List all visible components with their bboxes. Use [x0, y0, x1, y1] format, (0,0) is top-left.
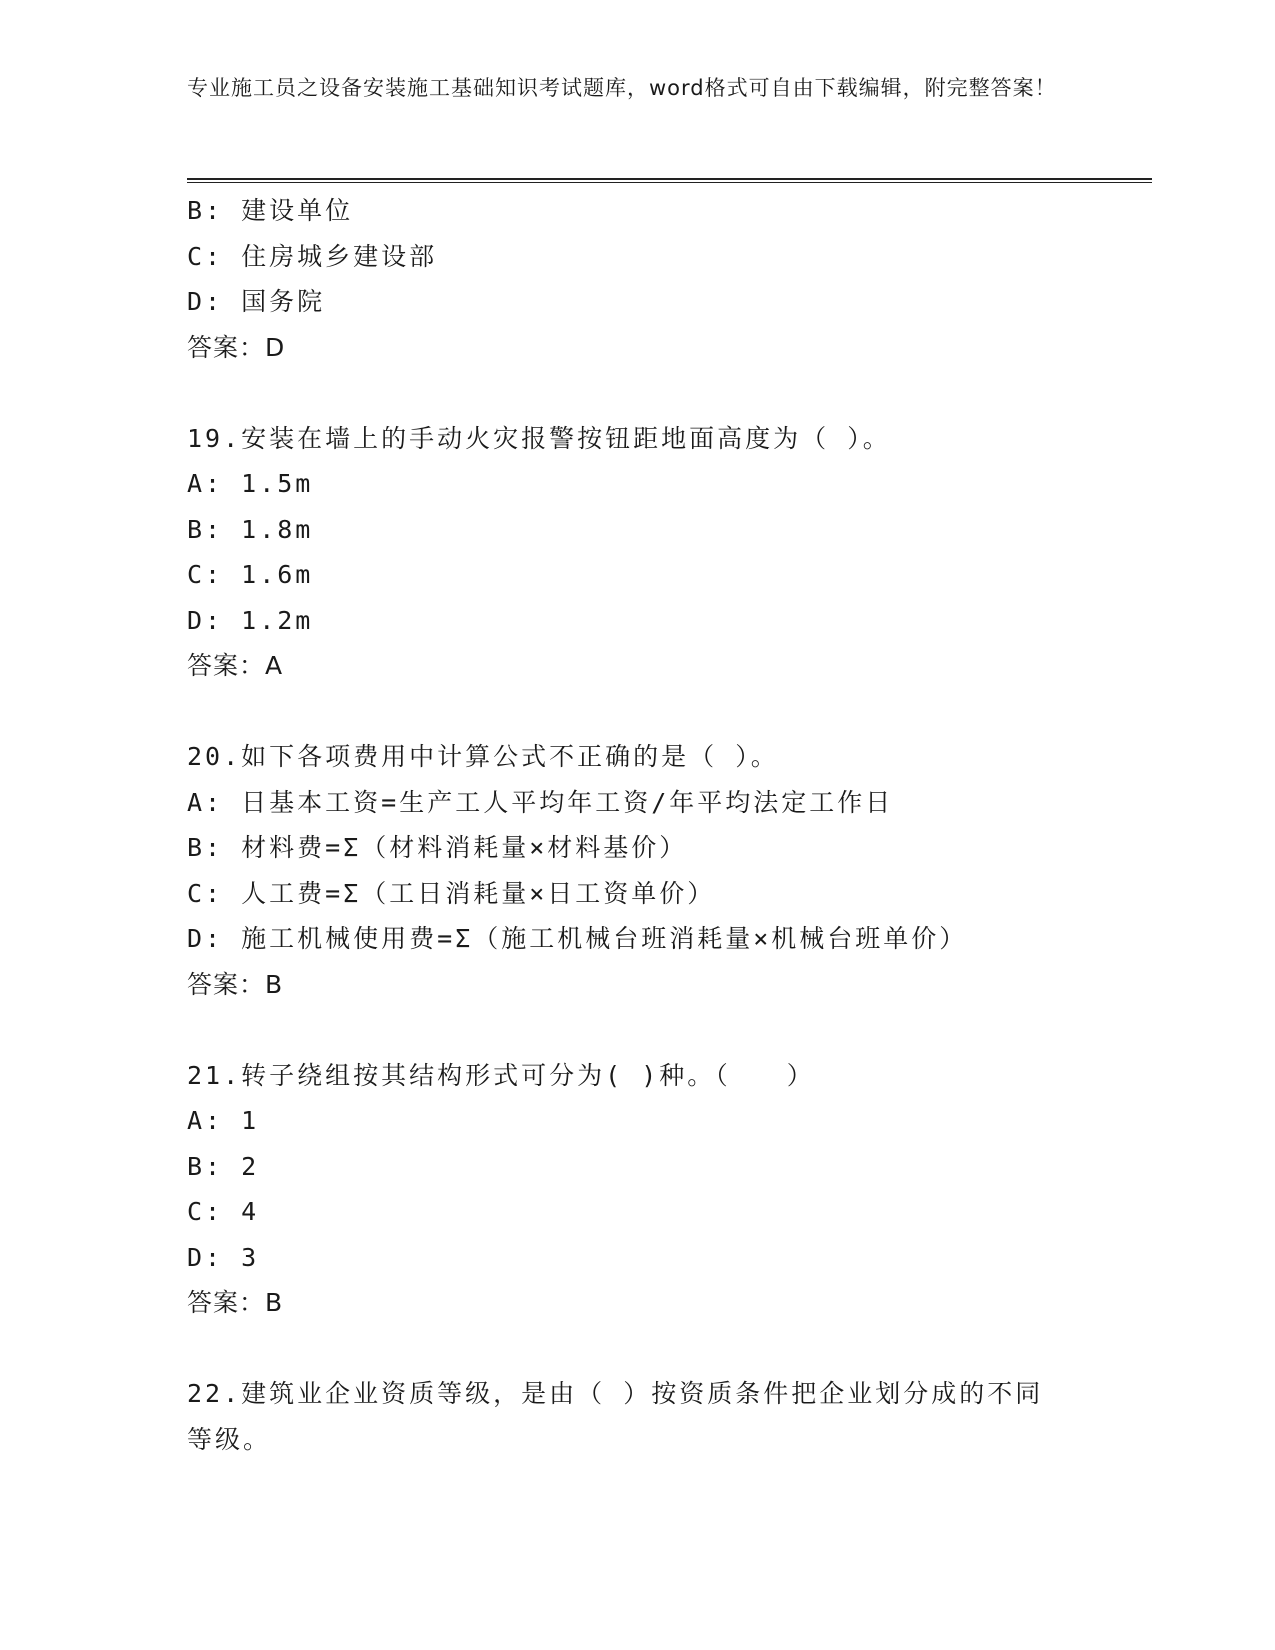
answer-line: 答案：B — [187, 969, 284, 999]
option-b: B: 材料费=Σ（材料消耗量×材料基价） — [187, 833, 688, 862]
question-stem: 21.转子绕组按其结构形式可分为( )种。（ ） — [187, 1060, 815, 1090]
option-b: B: 建设单位 — [187, 196, 354, 225]
spacer — [187, 370, 1087, 416]
option-c: C: 4 — [187, 1197, 260, 1226]
document-header: 专业施工员之设备安装施工基础知识考试题库，word格式可自由下载编辑，附完整答案！ — [187, 76, 1057, 100]
option-d: D: 国务院 — [187, 287, 326, 316]
option-b: B: 2 — [187, 1151, 260, 1181]
question-stem: 20.如下各项费用中计算公式不正确的是（ ）。 — [187, 742, 779, 771]
option-d: D: 施工机械使用费=Σ（施工机械台班消耗量×机械台班单价） — [187, 924, 968, 953]
header-rule-thin — [187, 182, 1152, 183]
option-a: A: 1 — [187, 1106, 260, 1135]
option-a: A: 日基本工资=生产工人平均年工资/年平均法定工作日 — [187, 787, 894, 817]
option-d: D: 1.2m — [187, 605, 314, 635]
answer-line: 答案：D — [187, 332, 286, 362]
spacer — [187, 1007, 1087, 1053]
spacer — [187, 1326, 1087, 1372]
spacer — [187, 689, 1087, 735]
option-a: A: 1.5m — [187, 469, 314, 498]
question-stem: 22.建筑业企业资质等级，是由（ ）按资质条件把企业划分成的不同等级。 — [187, 1379, 1044, 1454]
option-c: C: 人工费=Σ（工日消耗量×日工资单价） — [187, 878, 716, 908]
answer-line: 答案：A — [187, 651, 284, 680]
header-rule-thick — [187, 178, 1152, 180]
answer-line: 答案：B — [187, 1288, 284, 1317]
question-stem: 19.安装在墙上的手动火灾报警按钮距地面高度为（ ）。 — [187, 423, 891, 453]
option-c: C: 住房城乡建设部 — [187, 241, 438, 271]
option-b: B: 1.8m — [187, 514, 314, 544]
question-list — [187, 188, 1087, 1462]
option-c: C: 1.6m — [187, 560, 314, 589]
option-d: D: 3 — [187, 1242, 260, 1272]
